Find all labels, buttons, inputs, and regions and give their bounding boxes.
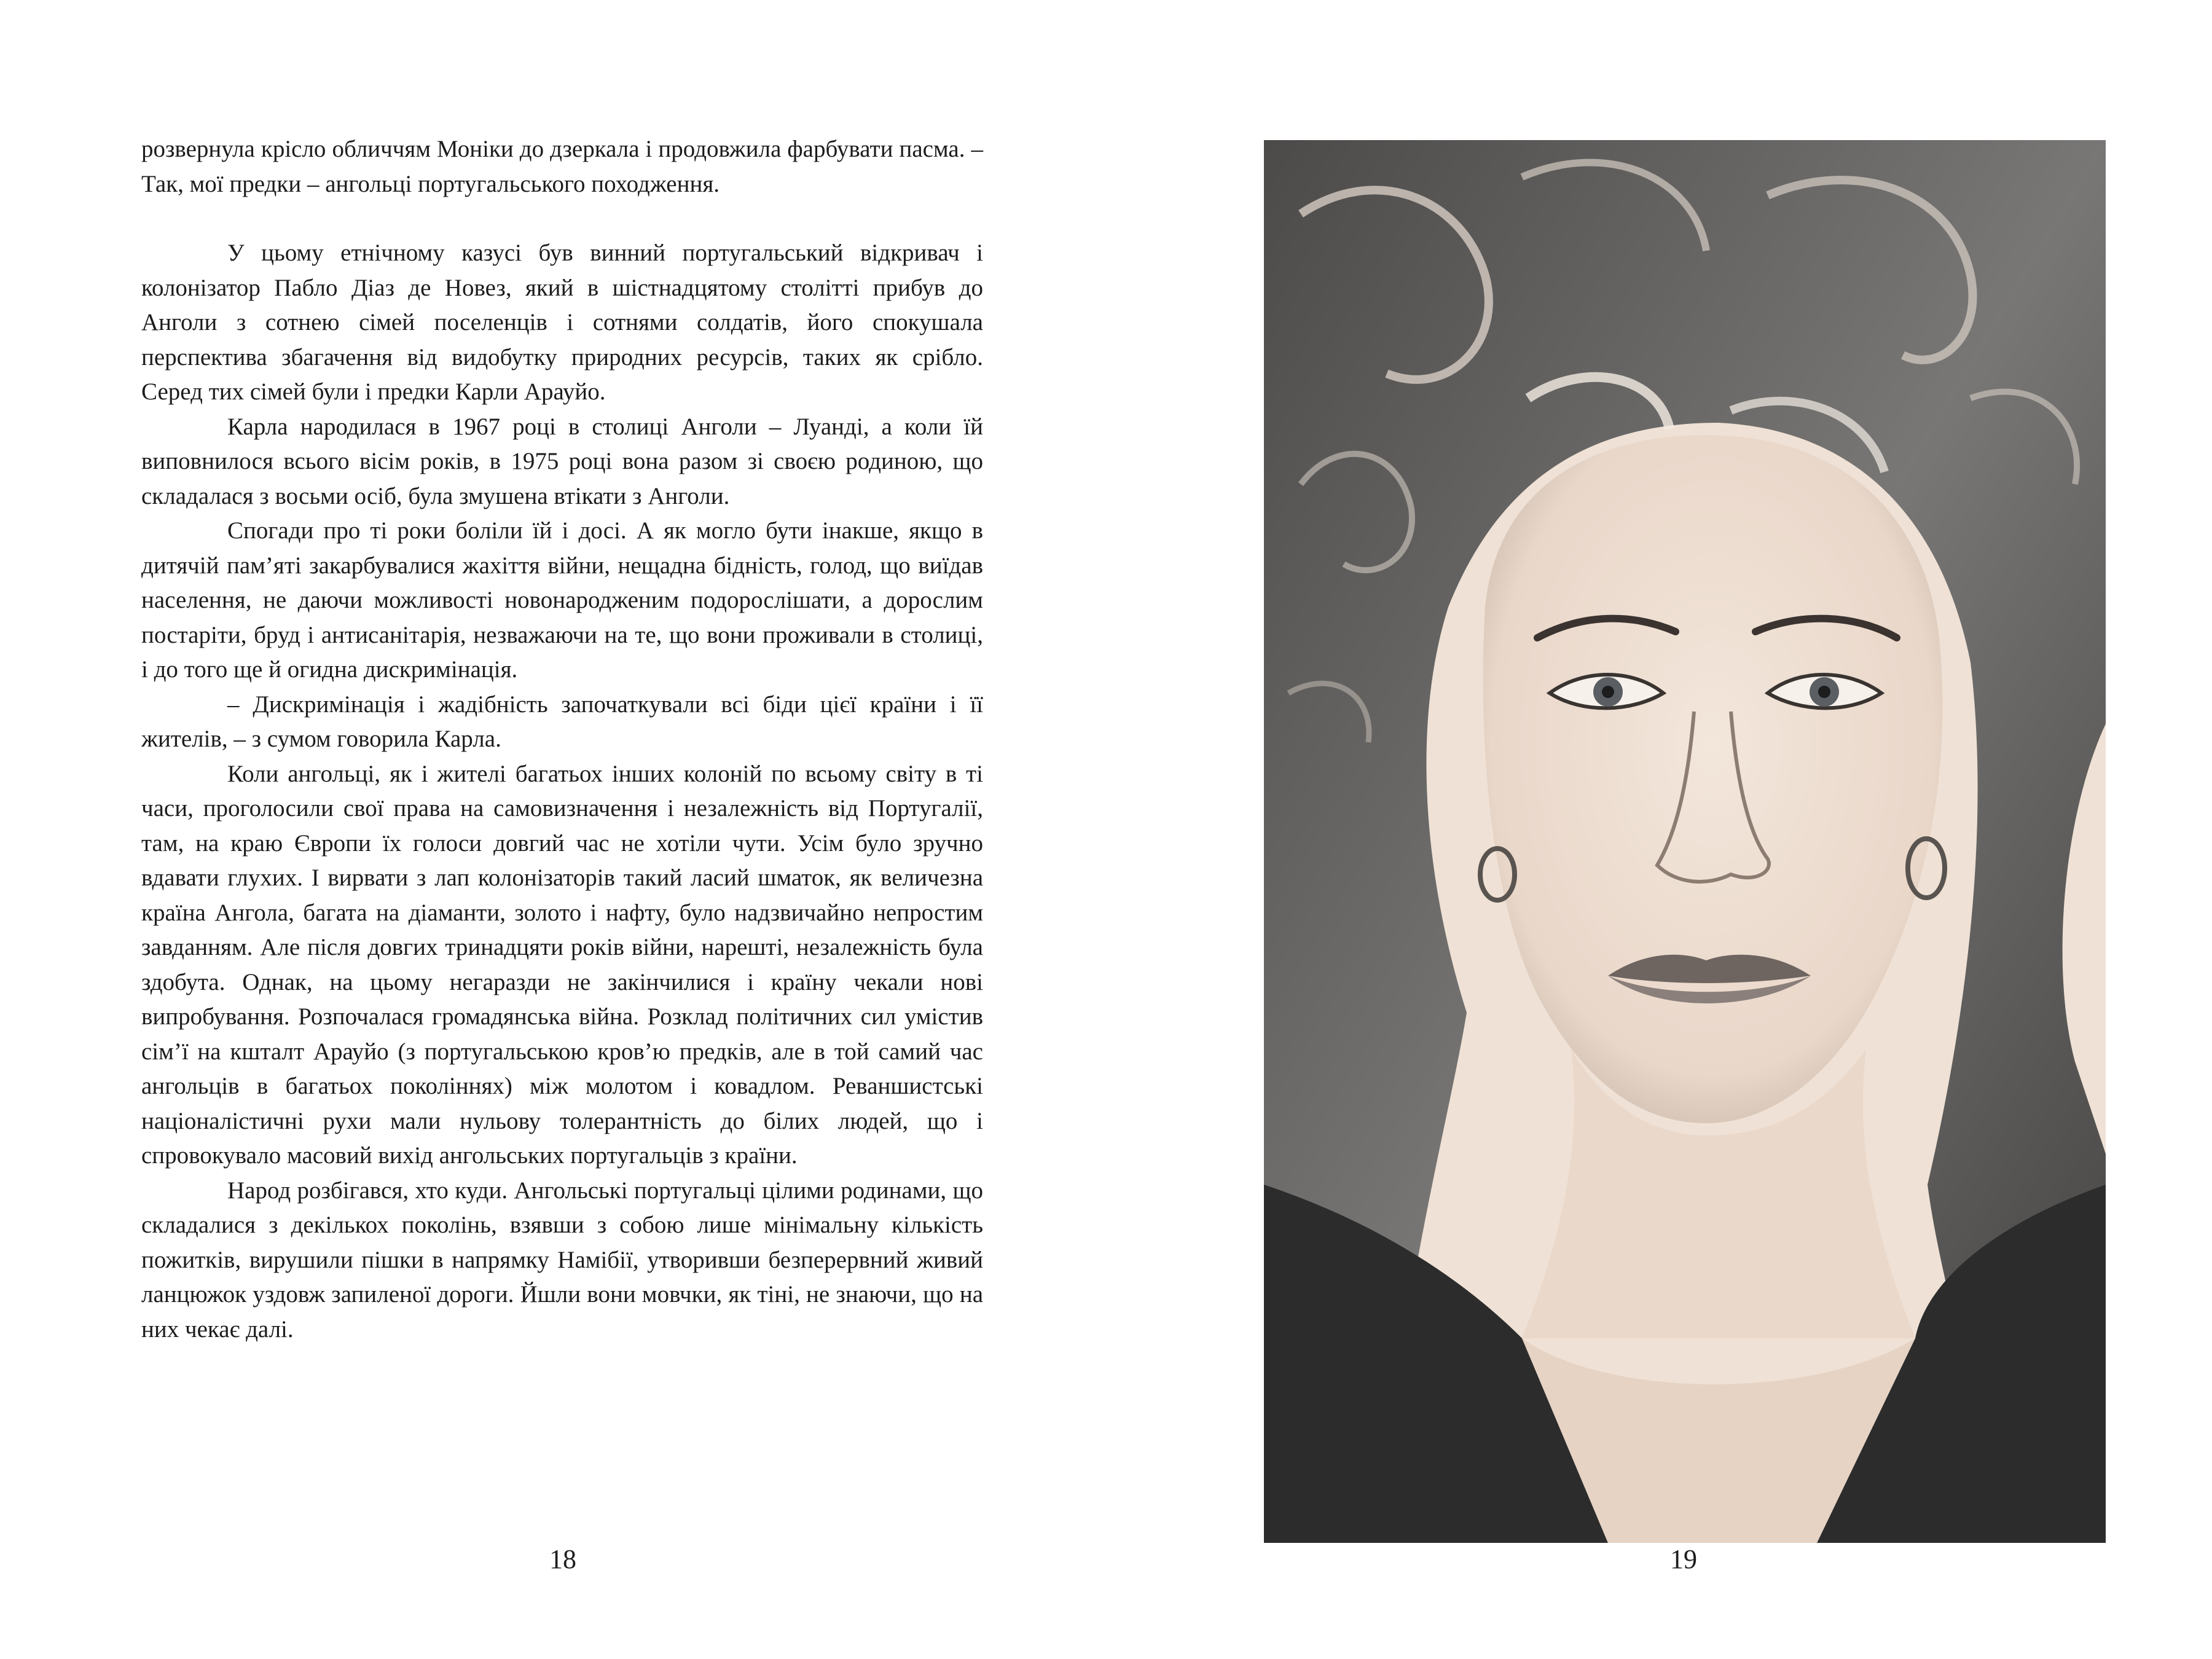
paragraph-3: Карла народилася в 1967 році в столиці Анголи – Луанді, а коли їй виповнилося всього вісім років, в 1975 році вона разом зі своєю родиною, що складалася з восьми осіб, була змушена втікати з Анголи. bbox=[141, 413, 983, 509]
paragraph-1: розвернула крісло обличчям Моніки до дзеркала і продовжила фарбувати пасма. – Так, мої предки – ангольці португальського походження. bbox=[141, 136, 983, 197]
paragraph-4: Спогади про ті роки боліли їй і досі. А як могло бути інакше, якщо в дитячій пам’яті закарбувалися жахіття війни, нещадна бідність, голод, що виїдав населення, не даючи можливості новонародженим подорослішати, а дорослим постаріти, бруд і антисанітарія, незважаючи на те, що вони проживали в столиці, і до того ще й огидна дискримінація. bbox=[141, 517, 983, 683]
paragraph-6: Коли ангольці, як і жителі багатьох інших колоній по всьому світу в ті часи, проголосили свої права на самовизначення і незалежність від Португалії, там, на краю Європи їх голоси довгий час не хотіли чути. Усім було зручно вдавати глухих. І вирвати з лап колонізаторів такий ласий шматок, як величезна країна Ангола, багата на діаманти, золото і нафту, було надзвичайно непростим завданням. Але після довгих тринадцяти років війни, нарешті, незалежність була здобута. Однак, на цьому негаразди не закінчилися і країну чекали нові випробування. Розпочалася громадянська війна. Розклад політичних сил умістив сім’ї на кшталт Арауйо (з португальською кров’ю предків, але в той самий час ангольців в багатьох поколіннях) між молотом і ковадлом. Реваншистські націоналістичні рухи мали нульову толерантність до білих людей, що і спровокувало масовий вихід ангольських португальців з країни. bbox=[141, 760, 983, 1169]
left-page-text bbox=[141, 132, 983, 1347]
paragraph-5: – Дискримінація і жадібність започаткували всі біди цієї країни і її жителів, – з сумом говорила Карла. bbox=[141, 691, 983, 752]
page-number-right: 19 bbox=[1670, 1544, 1697, 1574]
page-number-left: 18 bbox=[549, 1544, 576, 1574]
paragraph-2: У цьому етнічному казусі був винний португальський відкривач і колонізатор Пабло Діаз де Новез, який в шістнадцятому столітті прибув до Анголи з сотнею сімей поселенців і сотнями солдатів, його спокушала перспектива збагачення від видобутку природних ресурсів, таких як срібло. Серед тих сімей були і предки Карли Арауйо. bbox=[141, 240, 983, 405]
paragraph-7: Народ розбігався, хто куди. Ангольські португальці цілими родинами, що складалися з декількох поколінь, взявши з собою лише мінімальну кількість пожитків, вирушили пішки в напрямку Намібії, утворивши безперервний живий ланцюжок уздовж запиленої дороги. Йшли вони мовчки, як тіні, не знаючи, що на них чекає далі. bbox=[141, 1177, 983, 1343]
portrait-illustration bbox=[1264, 140, 2106, 1543]
